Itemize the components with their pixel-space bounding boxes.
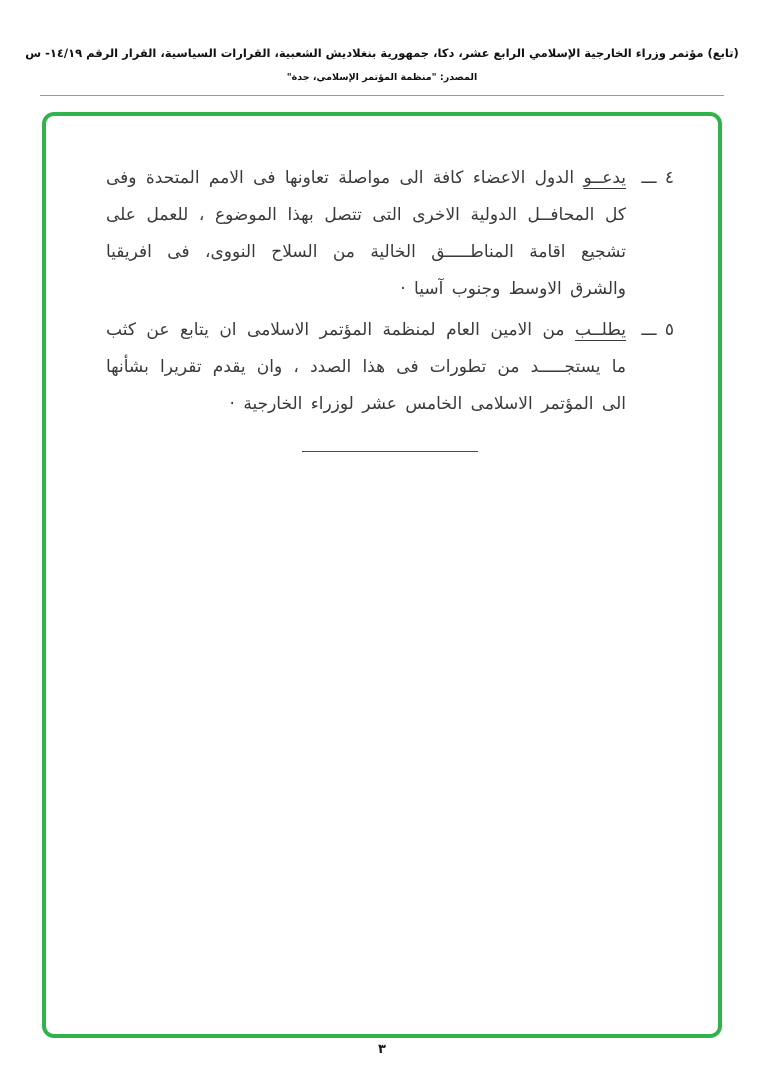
paragraph-text [106, 312, 626, 423]
paragraph-body: الدول الاعضاء كافة الى مواصلة تعاونها فى الامم المتحدة وفى كل المحافــل الدولية الاخرى التى تتصل بهذا الموضوع ، للعمل على تشجيع اقامة المناطـــــق الخالية من السلاح النووى، فى افريقيا والشرق الاوسط وجنوب آسيا · [106, 168, 626, 299]
header-source: المصدر: "منظمة المؤتمر الإسلامي، جدة" [286, 72, 478, 83]
paragraph-body: من الامين العام لمنظمة المؤتمر الاسلامى ان يتابع عن كثب ما يستجـــــد من تطورات فى هذا الصدد ، وان يقدم تقريرا بشأنها الى المؤتمر الاسلامى الخامس عشر لوزراء الخارجية · [106, 320, 626, 414]
document-header [0, 46, 764, 83]
underlined-lead-word: يطلــب [575, 320, 626, 340]
paragraph-5 [106, 312, 674, 423]
paragraph-number: ٥ ـــ [641, 320, 674, 340]
paragraph-number: ٤ ـــ [641, 168, 674, 188]
header-divider [40, 95, 724, 96]
scanned-region-highlight [42, 112, 722, 1038]
closing-rule [302, 451, 478, 452]
paragraph-text [106, 160, 626, 308]
underlined-lead-word: يدعــو [583, 168, 626, 188]
header-title: (تابع) مؤتمر وزراء الخارجية الإسلامي الرابع عشر، دكا، جمهورية بنغلاديش الشعبية، القرارات السياسية، القرار الرقم ١٤/١٩- س [25, 46, 739, 60]
paragraph-4 [106, 160, 674, 308]
scanned-text-block [106, 160, 674, 452]
page-number: ٣ [378, 1042, 386, 1057]
